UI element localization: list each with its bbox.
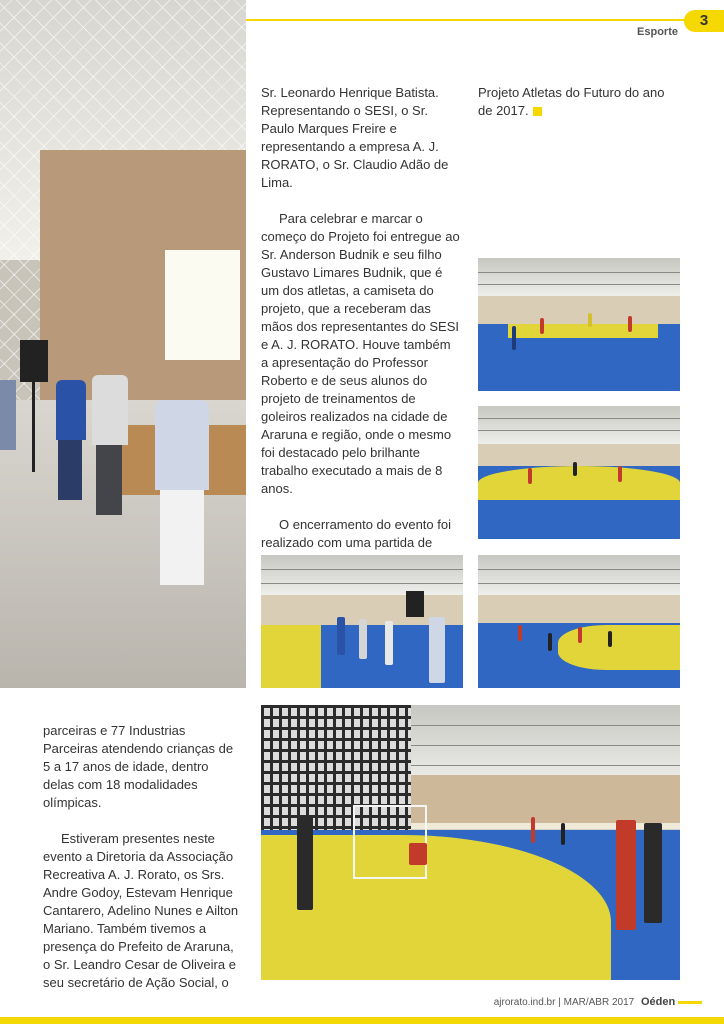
column-middle bbox=[261, 84, 461, 606]
paragraph: Projeto Atletas do Futuro do ano de 2017. bbox=[478, 85, 665, 118]
end-mark-icon bbox=[533, 107, 542, 116]
page-number: 3 bbox=[684, 10, 724, 32]
photo-court-1 bbox=[478, 258, 680, 391]
brand-bar bbox=[678, 1001, 702, 1004]
paragraph: O encerramento do evento foi realizado com uma partida de bbox=[261, 517, 451, 550]
photo-presentation bbox=[261, 555, 463, 688]
paragraph: Sr. Leonardo Henrique Batista. Representando o SESI, o Sr. Paulo Marques Freire e representando a empresa A. J. RORATO, o Sr. Claudio Adão de Lima. bbox=[261, 85, 449, 190]
photo-court-3 bbox=[478, 555, 680, 688]
paragraph: Estiveram presentes neste evento a Diretoria da Associação Recreativa A. J. Rorato, os Srs. Andre Godoy, Estevam Henrique Cantarero, Adelino Nunes e Ailton Mariano. Também tivemos a presença do Prefeito de Araruna, o Sr. Leandro Cesar de Oliveira e seu secretário de Ação Social, o bbox=[43, 831, 239, 990]
footer-rule bbox=[0, 1017, 724, 1024]
header-rule bbox=[246, 19, 686, 21]
photo-goalkeepers bbox=[261, 705, 680, 980]
footer: ajrorato.ind.br | MAR/ABR 2017 Oéden bbox=[494, 996, 702, 1008]
photo-court-2 bbox=[478, 406, 680, 539]
column-left-bottom bbox=[43, 722, 243, 1010]
column-right bbox=[478, 84, 680, 138]
paragraph: parceiras e 77 Industrias Parceiras atendendo crianças de 5 a 17 anos de idade, dentro delas com 18 modalidades olímpicas. bbox=[43, 723, 234, 810]
brand-logo: Oéden bbox=[640, 996, 676, 1008]
footer-issue: MAR/ABR 2017 bbox=[563, 997, 635, 1008]
paragraph: Para celebrar e marcar o começo do Projeto foi entregue ao Sr. Anderson Budnik e seu filho Gustavo Limares Budnik, que é um dos atletas, a camiseta do projeto, que a receberam das mãos dos representantes do SESI e A. J. RORATO. Houve também a apresentação do Professor Roberto e de seus alunos do projeto de treinamentos de goleiros realizados na cidade de Araruna e região, onde o mesmo foi destacado pelo brilhante trabalho executado a mais de 8 anos. bbox=[261, 211, 460, 496]
footer-site: ajrorato.ind.br bbox=[493, 997, 556, 1008]
section-title: Esporte bbox=[637, 26, 678, 38]
photo-ceremony bbox=[0, 0, 246, 688]
